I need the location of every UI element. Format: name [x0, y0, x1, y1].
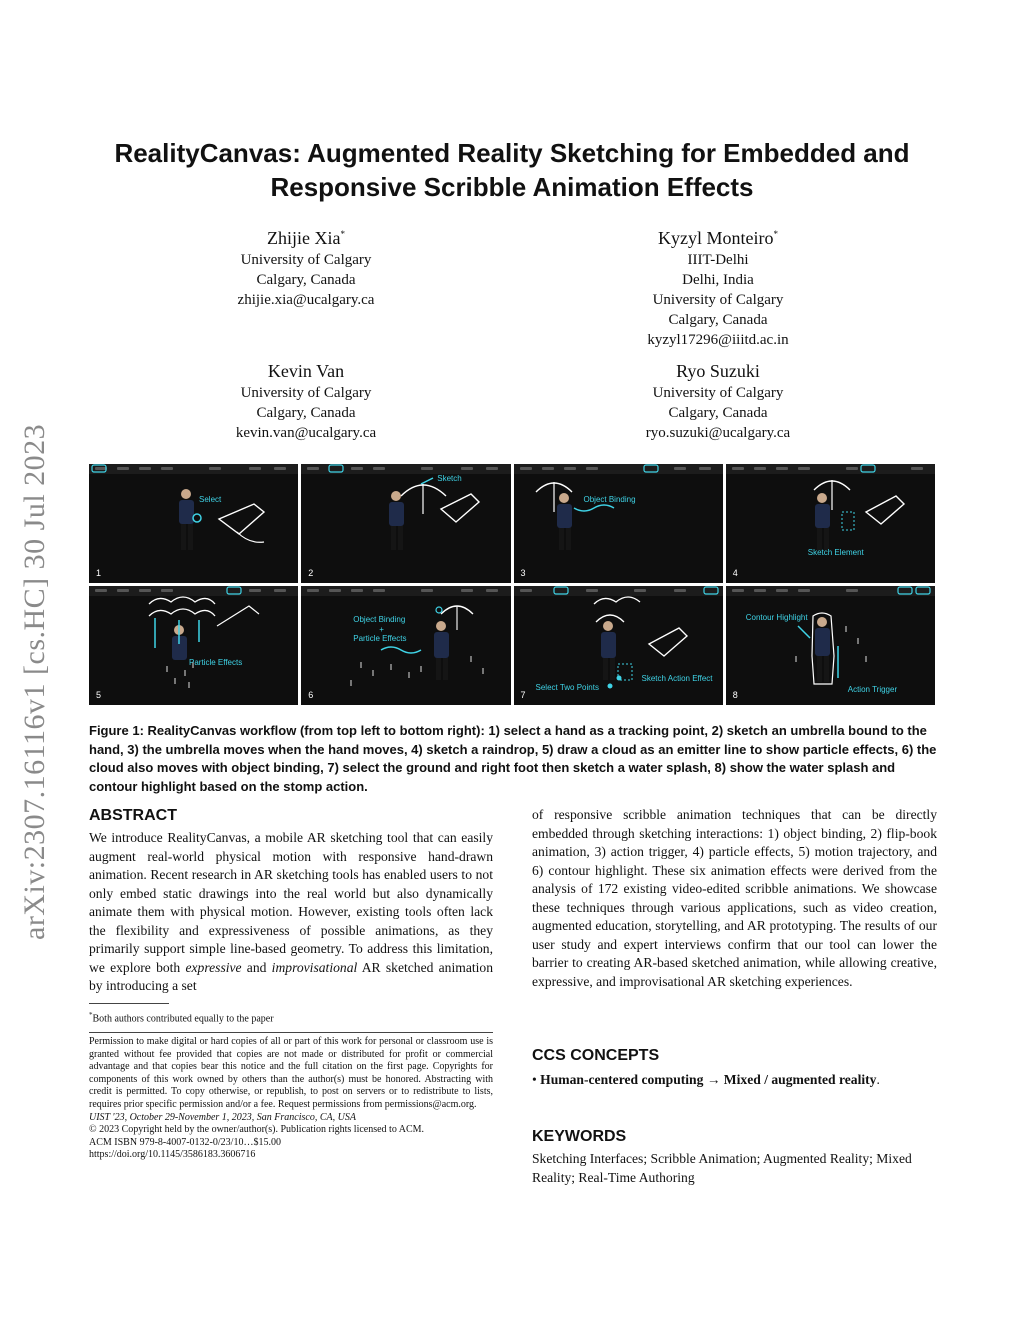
permission-divider: [89, 1032, 493, 1033]
panel-label: Select: [199, 495, 222, 504]
figure-panel: [301, 586, 510, 705]
abstract-heading: ABSTRACT: [89, 807, 177, 824]
author-location: Calgary, Canada: [668, 312, 768, 328]
author-name: Zhijie Xia*: [267, 228, 345, 248]
panel-number: 1: [96, 568, 102, 578]
ccs-heading: CCS CONCEPTS: [532, 1047, 660, 1064]
figure-caption: Figure 1: RealityCanvas workflow (from top left to bottom right): 1) select a hand as a tracking point, 2) sketch an umbrella bound to the hand, 3) the umbrella moves when the hand moves, 4) sketch a raindrop, 5) draw a cloud as an emitter line to show particle effects, 6) the cloud also moves with object binding, 7) select the ground and right foot then sketch a water splash, 8) show the water splash and contour highlight based on the stomp action.: [89, 723, 937, 794]
footnote-divider: [89, 1003, 169, 1004]
footnote: *Both authors contributed equally to the paper: [89, 1011, 274, 1025]
author-email: ryo.suzuki@ucalgary.ca: [645, 425, 791, 441]
panel-number: 8: [732, 690, 738, 700]
author-location: Calgary, Canada: [668, 405, 768, 421]
author-block: [568, 222, 868, 350]
right-column: [532, 806, 937, 991]
panel-label: +: [379, 625, 384, 634]
venue: UIST '23, October 29-November 1, 2023, San Francisco, CA, USA: [89, 1111, 356, 1123]
permission-block: [89, 1036, 493, 1162]
author-name: Ryo Suzuki: [676, 361, 760, 381]
isbn: ACM ISBN 979-8-4007-0132-0/23/10…$15.00: [89, 1136, 281, 1148]
figure-1: [89, 464, 935, 705]
figure-panel: [514, 464, 723, 583]
scene-illustration: [89, 464, 298, 582]
panel-label: Object Binding: [583, 495, 636, 504]
panel-label: Contour Highlight: [745, 613, 808, 622]
doi-link[interactable]: https://doi.org/10.1145/3586183.3606716: [89, 1149, 256, 1161]
panel-number: 3: [520, 568, 526, 578]
author-affiliation: University of Calgary: [652, 292, 784, 308]
figure-panel: [514, 586, 723, 705]
panel-label: Particle Effects: [353, 634, 407, 643]
figure-panel: [726, 586, 935, 705]
abstract-continued: of responsive scribble animation techniques that can be directly embedded through sketching interactions: 1) object binding, 2) flip-book animation, 3) action trigger, 4) particle effects, 5) motion trajectory, and 6) contour highlight. These six animation effects were derived from the analysis of 172 existing video-edited scribble animations. We showcase these techniques through various applications, such as video creation, augmented education, storytelling, and AR prototyping. The results of our user study and expert interviews confirm that our tool can lower the barrier to creating AR-based sketched animation, while allowing creative, expressive, and improvisational AR sketching experiences.: [532, 807, 937, 989]
paper-title: RealityCanvas: Augmented Reality Sketching for Embedded and Responsive Scribble Animation Effects: [114, 138, 910, 202]
panel-label: Action Trigger: [847, 685, 898, 694]
author-location: Delhi, India: [682, 272, 754, 288]
author-affiliation: University of Calgary: [240, 252, 372, 268]
panel-label: Select Two Points: [535, 683, 599, 692]
scene-illustration: [726, 586, 935, 704]
author-affiliation: University of Calgary: [240, 385, 372, 401]
author-location: Calgary, Canada: [256, 405, 356, 421]
copyright: © 2023 Copyright held by the owner/author(s). Publication rights licensed to ACM.: [89, 1124, 425, 1136]
author-name: Kyzyl Monteiro*: [658, 228, 778, 248]
author-email: kevin.van@ucalgary.ca: [235, 425, 377, 441]
ccs-concept: • Human-centered computing → Mixed / augmented reality.: [532, 1072, 880, 1087]
panel-number: 6: [308, 690, 314, 700]
author-email: zhijie.xia@ucalgary.ca: [237, 292, 375, 308]
permission-text: Permission to make digital or hard copies of all or part of this work for personal or classroom use is granted without fee provided that copies are not made or distributed for profit or commercial advantage and that copies bear this notice and the full citation on the first page. Copyrights for components of this work owned by others than the author(s) must be honored. Abstracting with credit is permitted. To copy otherwise, or republish, to post on servers or to redistribute to lists, requires prior specific permission and/or a fee. Request permissions from permissions@acm.org.: [89, 1036, 493, 1110]
author-affiliation: University of Calgary: [652, 385, 784, 401]
panel-number: 2: [308, 568, 314, 578]
author-affiliation: IIIT-Delhi: [687, 252, 749, 268]
panel-number: 4: [732, 568, 738, 578]
author-block: [568, 359, 868, 443]
author-block: [156, 222, 456, 310]
author-name: Kevin Van: [267, 361, 345, 381]
figure-panel: [301, 464, 510, 583]
scene-illustration: [301, 464, 510, 582]
scene-illustration: [514, 464, 723, 582]
keywords-text: Sketching Interfaces; Scribble Animation; Augmented Reality; Mixed Reality; Real-Time Authoring: [532, 1151, 912, 1185]
arxiv-stamp: arXiv:2307.16116v1 [cs.HC] 30 Jul 2023: [18, 423, 51, 940]
author-email: kyzyl17296@iiitd.ac.in: [647, 332, 789, 348]
scene-illustration: [301, 586, 510, 704]
scene-illustration: [89, 586, 298, 704]
figure-panel: [726, 464, 935, 583]
panel-label: Particle Effects: [189, 658, 243, 667]
author-location: Calgary, Canada: [256, 272, 356, 288]
ccs-section: [532, 1045, 937, 1090]
panel-number: 5: [96, 690, 102, 700]
scene-illustration: [726, 464, 935, 582]
panel-label: Sketch: [437, 474, 462, 483]
panel-label: Sketch Element: [807, 548, 864, 557]
author-block: [156, 359, 456, 443]
panel-label: Object Binding: [353, 615, 406, 624]
panel-number: 7: [520, 690, 526, 700]
left-column: [89, 805, 493, 996]
keywords-heading: KEYWORDS: [532, 1128, 627, 1145]
panel-label: Sketch Action Effect: [641, 674, 713, 683]
figure-panel: [89, 586, 298, 705]
abstract-paragraph: We introduce RealityCanvas, a mobile AR sketching tool that can easily augment real-world physical motion with responsive hand-drawn animation. Recent research in AR sketching tools has enabled users to not only embed static drawings into the real world but also dynamically animate them with physical motion. However, existing tools often lack the flexibility and expressiveness of possible animations, as they primarily support simple line-based geometry. To address this limitation, we explore both expressive and improvisational AR sketched animation by introducing a set: [89, 830, 493, 993]
keywords-section: [532, 1126, 937, 1187]
figure-panel: [89, 464, 298, 583]
